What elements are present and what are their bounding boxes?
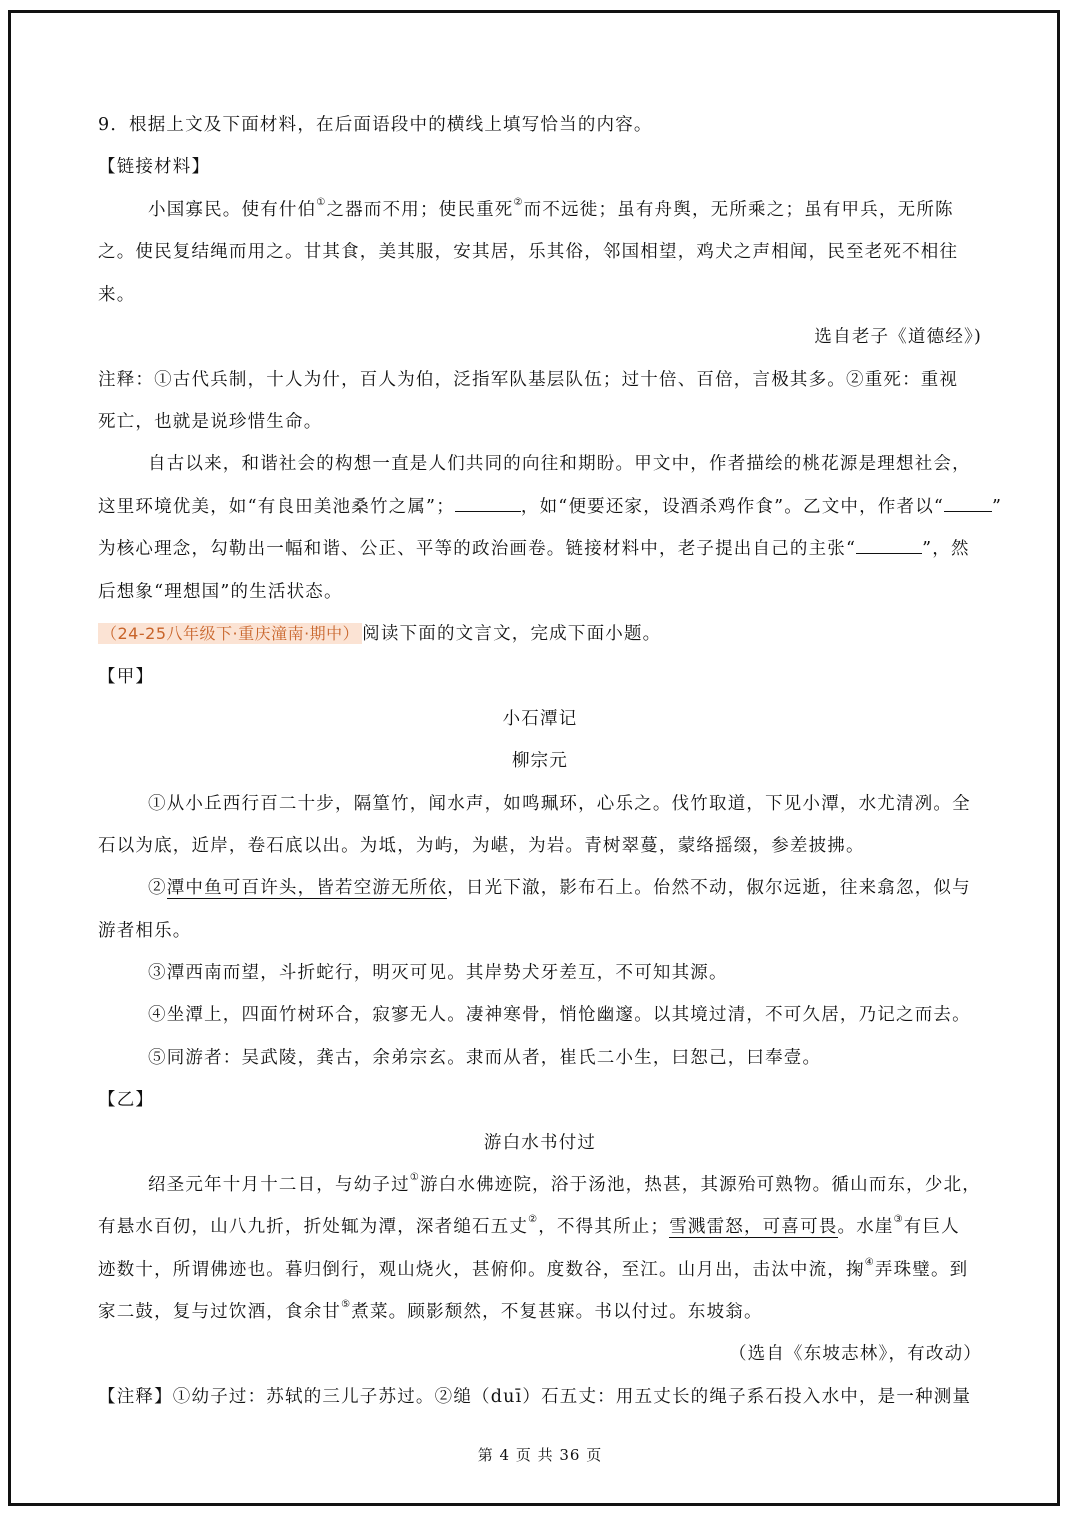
paragraph-line-1: 自古以来，和谐社会的构想一直是人们共同的向往和期盼。甲文中，作者描绘的桃花源是理想社会，: [148, 454, 971, 474]
material-line-1: 小国寡民。使有什伯①之器而不用；使民重死②而不远徙；虽有舟舆，无所乘之；虽有甲兵，无所陈: [148, 197, 954, 220]
yi-line-2: 有悬水百仞，山八九折，折处辄为潭，深者缒石五丈②，不得其所止；雪溅雷怒，可喜可畏。水崖③有巨人: [98, 1214, 960, 1237]
source-tag: （24-25八年级下·重庆潼南·期中）: [98, 623, 362, 644]
yi-label: 【乙】: [98, 1090, 155, 1110]
jia-title: 小石潭记: [502, 709, 578, 729]
material-line-2: 之。使民复结绳而用之。甘其食，美其服，安其居，乐其俗，邻国相望，鸡犬之声相闻，民至老死不相往: [98, 242, 959, 262]
section-intro: （24-25八年级下·重庆潼南·期中） 阅读下面的文言文，完成下面小题。: [98, 622, 982, 646]
jia-p5: ⑤同游者：吴武陵，龚古，余弟宗玄。隶而从者，崔氏二小生，曰恕己，曰奉壹。: [148, 1048, 822, 1068]
yi-line-3: 迹数十，所谓佛迹也。暮归倒行，观山烧火，甚俯仰。度数谷，至江。山月出，击汰中流，掬④弄珠璧。到: [98, 1257, 969, 1280]
yi-line-1: 绍圣元年十月十二日，与幼子过①游白水佛迹院，浴于汤池，热甚，其源殆可熟物。循山而东，少北，: [148, 1172, 981, 1195]
question-stem: 9．根据上文及下面材料，在后面语段中的横线上填写恰当的内容。: [98, 115, 653, 135]
yi-title: 游白水书付过: [483, 1133, 597, 1153]
note-line-1: 注释：①古代兵制，十人为什，百人为伯，泛指军队基层队伍；过十倍、百倍，言极其多。②重死：重视: [98, 370, 959, 390]
underlined-sentence: 雪溅雷怒，可喜可畏: [669, 1217, 838, 1237]
jia-author: 柳宗元: [511, 751, 569, 771]
jia-p4: ④坐潭上，四面竹树环合，寂寥无人。凄神寒骨，悄怆幽邃。以其境过清，不可久居，乃记之而去。: [148, 1005, 971, 1025]
yi-source: （选自《东坡志林》，有改动）: [728, 1344, 982, 1364]
jia-p1-line-1: ①从小丘西行百二十步，隔篁竹，闻水声，如鸣珮环，心乐之。伐竹取道，下见小潭，水尤清冽。全: [148, 794, 971, 814]
underlined-sentence: 潭中鱼可百许头，皆若空游无所依: [166, 878, 448, 898]
paragraph-line-2: 这里环境优美，如“有良田美池桑竹之属”； ，如“便要还家，设酒杀鸡作食”。乙文中，作者以“ ”: [98, 497, 1003, 517]
jia-p2-line-2: 游者相乐。: [98, 921, 192, 941]
jia-label: 【甲】: [98, 667, 155, 687]
note-line-2: 死亡，也就是说珍惜生命。: [98, 412, 323, 432]
paragraph-line-3: 为核心理念，勾勒出一幅和谐、公正、平等的政治画卷。链接材料中，老子提出自己的主张“ ”，然: [98, 539, 970, 559]
answer-blank-3[interactable]: [856, 537, 922, 554]
page-number: 第 4 页 共 36 页: [477, 1446, 603, 1464]
yi-note: 【注释】①幼子过：苏轼的三儿子苏过。②缒（duī）石五丈：用五丈长的绳子系石投入水中，是一种测量: [98, 1387, 972, 1407]
jia-p1-line-2: 石以为底，近岸，卷石底以出。为坻，为屿，为嵁，为岩。青树翠蔓，蒙络摇缀，参差披拂。: [98, 836, 865, 856]
material-source: 选自老子《道德经》): [814, 327, 982, 347]
link-material-heading: 【链接材料】: [98, 157, 211, 177]
material-line-3: 来。: [98, 285, 136, 305]
answer-blank-1[interactable]: [455, 495, 521, 512]
answer-blank-2[interactable]: [944, 495, 992, 512]
jia-p3: ③潭西南而望，斗折蛇行，明灭可见。其岸势犬牙差互，不可知其源。: [148, 963, 728, 983]
yi-line-4: 家二鼓，复与过饮酒，食余甘⑤煮菜。顾影颓然，不复甚寐。书以付过。东坡翁。: [98, 1299, 763, 1322]
paragraph-line-4: 后想象“理想国”的生活状态。: [98, 582, 343, 602]
jia-p2-line-1: ②潭中鱼可百许头，皆若空游无所依，日光下澈，影布石上。佁然不动，俶尔远逝，往来翕忽，似与: [148, 878, 971, 898]
